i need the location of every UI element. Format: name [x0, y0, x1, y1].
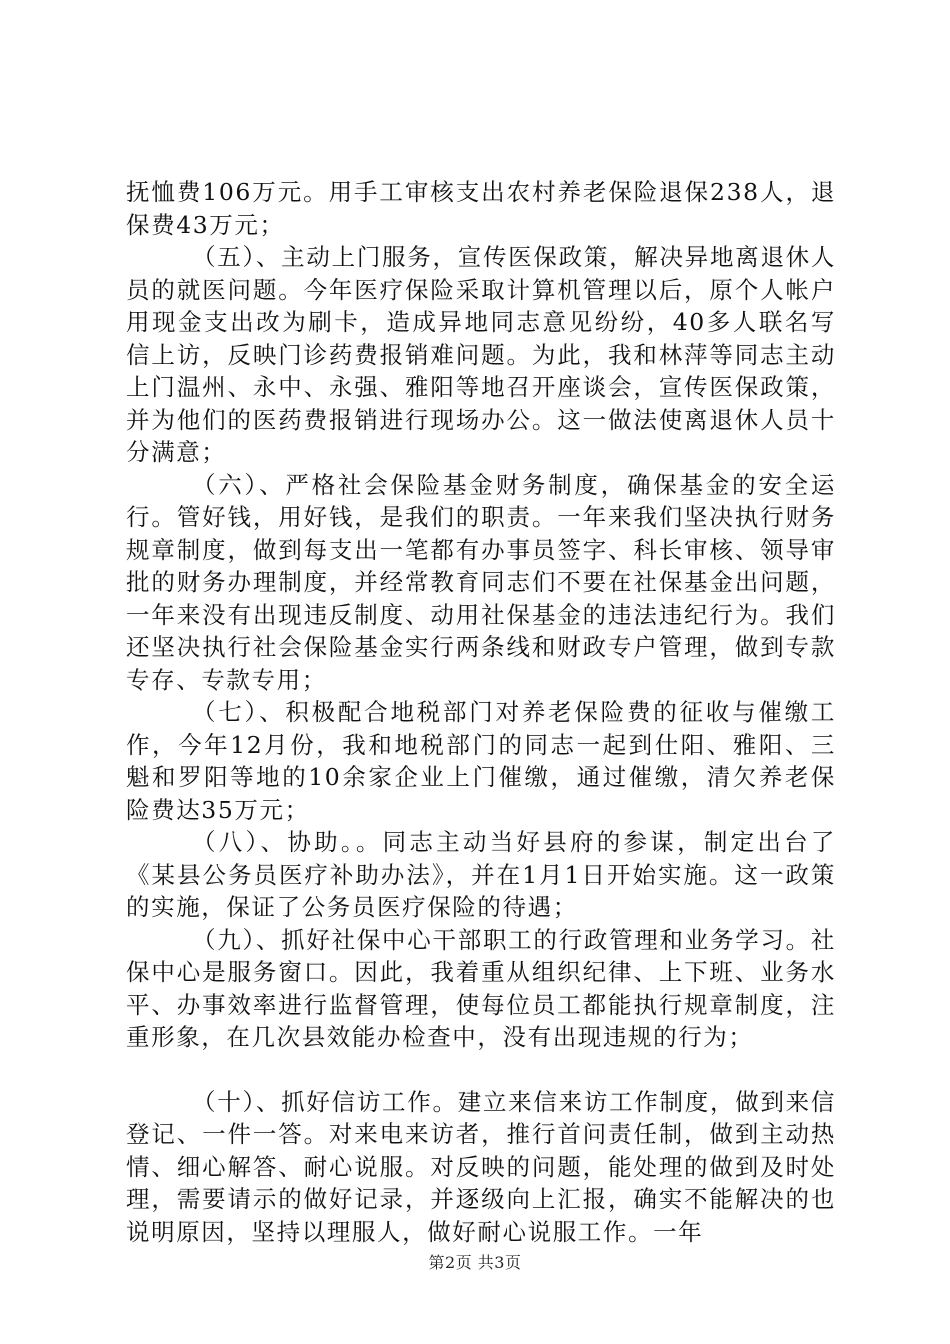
paragraph-item-10: （十）、抓好信访工作。建立来信来访工作制度，做到来信登记、一件一答。对来电来访者，推行首问责任制，做到主动热情、细心解答、耐心说服。对反映的问题，能处理的做到及时处理，需要请示的做好记录，并逐级向上汇报，确实不能解决的也说明原因，坚持以理服人，做好耐心说服工作。一年	[126, 1087, 836, 1246]
paragraph-item-9: （九）、抓好社保中心干部职工的行政管理和业务学习。社保中心是服务窗口。因此，我着重从组织纪律、上下班、业务水平、办事效率进行监督管理，使每位员工都能执行规章制度，注重形象，在几次县效能办检查中，没有出现违规的行为；	[126, 925, 836, 1051]
paragraph-item-7: （七）、积极配合地税部门对养老保险费的征收与催缴工作，今年12月份，我和地税部门的同志一起到仕阳、雅阳、三魁和罗阳等地的10余家企业上门催缴，通过催缴，清欠养老保险费达35万元；	[126, 698, 836, 824]
page-number-footer: 第2页 共3页	[428, 1253, 522, 1272]
paragraph-continuation: 抚恤费106万元。用手工审核支出农村养老保险退保238人，退保费43万元；	[126, 178, 836, 239]
paragraph-gap	[126, 1054, 836, 1086]
paragraph-item-6: （六）、严格社会保险基金财务制度，确保基金的安全运行。管好钱，用好钱，是我们的职责。一年来我们坚决执行财务规章制度，做到每支出一笔都有办事员签字、科长审核、领导审批的财务办理制度，并经常教育同志们不要在社保基金出问题，一年来没有出现违反制度、动用社保基金的违法违纪行为。我们还坚决执行社会保险基金实行两条线和财政专户管理，做到专款专存、专款专用；	[126, 470, 836, 694]
document-body	[126, 176, 836, 1248]
paragraph-item-8: （八）、协助。。同志主动当好县府的参谋，制定出台了《某县公务员医疗补助办法》，并在1月1日开始实施。这一政策的实施，保证了公务员医疗保险的待遇；	[126, 828, 836, 921]
paragraph-item-5: （五）、主动上门服务，宣传医保政策，解决异地离退休人员的就医问题。今年医疗保险采取计算机管理以后，原个人帐户用现金支出改为刷卡，造成异地同志意见纷纷，40多人联名写信上访，反映门诊药费报销难问题。为此，我和林萍等同志主动上门温州、永中、永强、雅阳等地召开座谈会，宣传医保政策，并为他们的医药费报销进行现场办公。这一做法使离退休人员十分满意；	[126, 243, 836, 466]
